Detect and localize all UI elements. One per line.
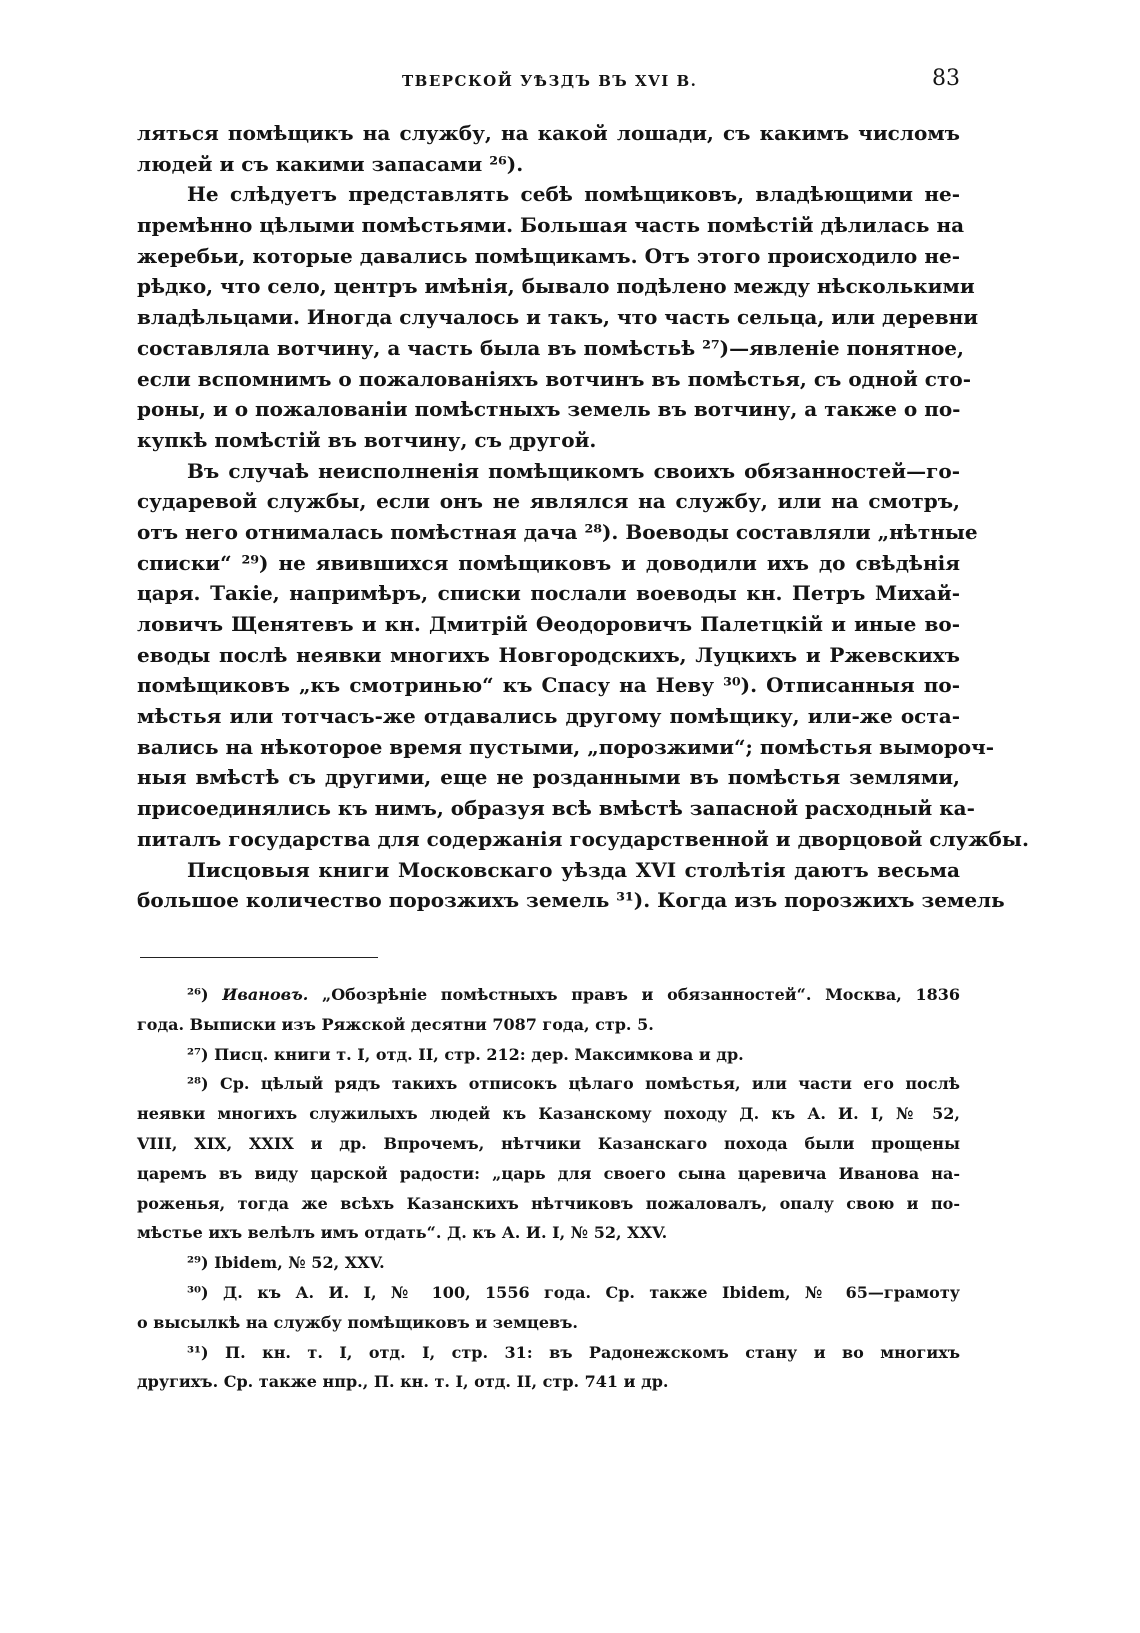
text-line: людей и съ какими запасами ²⁶). bbox=[137, 151, 524, 176]
text-line: премѣнно цѣлыми помѣстьями. Большая часть помѣстій дѣлилась на bbox=[137, 213, 965, 238]
text-line: ляться помѣщикъ на службу, на какой лошади, съ какимъ числомъ bbox=[137, 121, 960, 145]
footnote-27: ²⁷) Писц. книги т. I, отд. II, стр. 212: дер. Максимкова и др. bbox=[187, 1044, 744, 1064]
text-line: владѣльцами. Иногда случалось и такъ, что часть сельца, или деревни bbox=[137, 305, 979, 330]
footnote-separator bbox=[140, 957, 378, 958]
main-text bbox=[137, 118, 1029, 916]
text-line: если вспомнимъ о пожалованіяхъ вотчинъ въ помѣстья, съ одной сто- bbox=[137, 366, 971, 391]
footnote-line: мѣстье ихъ велѣлъ имъ отдать“. Д. къ А. И. I, № 52, XXV. bbox=[137, 1223, 668, 1243]
page-number: 83 bbox=[932, 66, 960, 91]
text-line: вались на нѣкоторое время пустыми, „порозжими“; помѣстья вымороч- bbox=[137, 734, 995, 759]
text-line: жеребьи, которые давались помѣщикамъ. Отъ этого происходило не- bbox=[137, 243, 960, 268]
text-line: составляла вотчину, а часть была въ помѣстьѣ ²⁷)—явленіе понятное, bbox=[137, 335, 964, 360]
footnote-31: ³¹) П. кн. т. I, отд. I, стр. 31: въ Радонежскомъ стану и во многихъ bbox=[187, 1342, 960, 1362]
text-line: еводы послѣ неявки многихъ Новгородскихъ, Луцкихъ и Ржевскихъ bbox=[137, 642, 960, 667]
text-line: большое количество порозжихъ земель ³¹). Когда изъ порозжихъ земель bbox=[137, 888, 1005, 913]
footnote-line: роженья, тогда же всѣхъ Казанскихъ нѣтчиковъ пожаловалъ, опалу свою и по- bbox=[137, 1193, 960, 1213]
footnote-30: ³⁰) Д. къ А. И. I, № 100, 1556 года. Ср. также Ibidem, № 65—грамоту bbox=[187, 1282, 960, 1302]
text-line: помѣщиковъ „къ смотринью“ къ Спасу на Неву ³⁰). Отписанныя по- bbox=[137, 673, 960, 698]
footnote-29: ²⁹) Ibidem, № 52, XXV. bbox=[187, 1253, 385, 1273]
footnote-line: другихъ. Ср. также нпр., П. кн. т. I, отд. II, стр. 741 и др. bbox=[137, 1372, 669, 1392]
page-header bbox=[140, 66, 960, 106]
footnote-line: VIII, XIX, XXIX и др. Впрочемъ, нѣтчики Казанскаго похода были прощены bbox=[137, 1133, 960, 1153]
footnote-26 bbox=[137, 980, 960, 1010]
footnote-28: ²⁸) Ср. цѣлый рядъ такихъ отписокъ цѣлаго помѣстья, или части его послѣ bbox=[187, 1074, 960, 1094]
footnote-line: о высылкѣ на службу помѣщиковъ и земцевъ. bbox=[137, 1312, 578, 1332]
footnote-line: неявки многихъ служилыхъ людей къ Казанскому походу Д. къ А. И. I, № 52, bbox=[137, 1104, 960, 1124]
text-line: купкѣ помѣстій въ вотчину, съ другой. bbox=[137, 427, 597, 452]
text-line: питалъ государства для содержанія государственной и дворцовой службы. bbox=[137, 826, 1029, 851]
text-line: роны, и о пожалованіи помѣстныхъ земель въ вотчину, а также о по- bbox=[137, 397, 961, 422]
footnote-line: царемъ въ виду царской радости: „царь для своего сына царевича Иванова на- bbox=[137, 1163, 960, 1183]
footnote-author: Ивановъ. bbox=[222, 985, 309, 1004]
footnote-text: „Обозрѣніе помѣстныхъ правъ и обязанностей“. Москва, 1836 bbox=[322, 985, 961, 1004]
text-line: ныя вмѣстѣ съ другими, еще не розданными въ помѣстья землями, bbox=[137, 765, 960, 790]
text-line: Не слѣдуетъ представлять себѣ помѣщиковъ, владѣющими не- bbox=[187, 182, 960, 207]
text-line: сударевой службы, если онъ не являлся на службу, или на смотръ, bbox=[137, 489, 960, 514]
text-line: рѣдко, что село, центръ имѣнія, бывало подѣлено между нѣсколькими bbox=[137, 274, 975, 299]
text-line: присоединялись къ нимъ, образуя всѣ вмѣстѣ запасной расходный ка- bbox=[137, 796, 975, 821]
text-line: отъ него отнималась помѣстная дача ²⁸). Воеводы составляли „нѣтные bbox=[137, 519, 978, 544]
footnote-line: года. Выписки изъ Ряжской десятни 7087 года, стр. 5. bbox=[137, 1014, 654, 1034]
footnotes bbox=[137, 980, 960, 1397]
text-line: ловичъ Щенятевъ и кн. Дмитрій Ѳеодоровичъ Палетцкій и иные во- bbox=[137, 612, 960, 636]
text-line: списки“ ²⁹) не явившихся помѣщиковъ и доводили ихъ до свѣдѣнія bbox=[137, 550, 960, 575]
running-title: ТВЕРСКОЙ УѢЗДЪ ВЪ XVI В. bbox=[402, 72, 698, 90]
text-line: царя. Такіе, напримѣръ, списки послали воеводы кн. Петръ Михай- bbox=[137, 581, 960, 606]
text-line: мѣстья или тотчасъ-же отдавались другому помѣщику, или-же оста- bbox=[137, 704, 960, 729]
text-line: Въ случаѣ неисполненія помѣщикомъ своихъ обязанностей—го- bbox=[187, 458, 960, 483]
text-line: Писцовыя книги Московскаго уѣзда XVI столѣтія даютъ весьма bbox=[187, 857, 960, 882]
footnote-mark: ²⁶) bbox=[187, 985, 209, 1004]
